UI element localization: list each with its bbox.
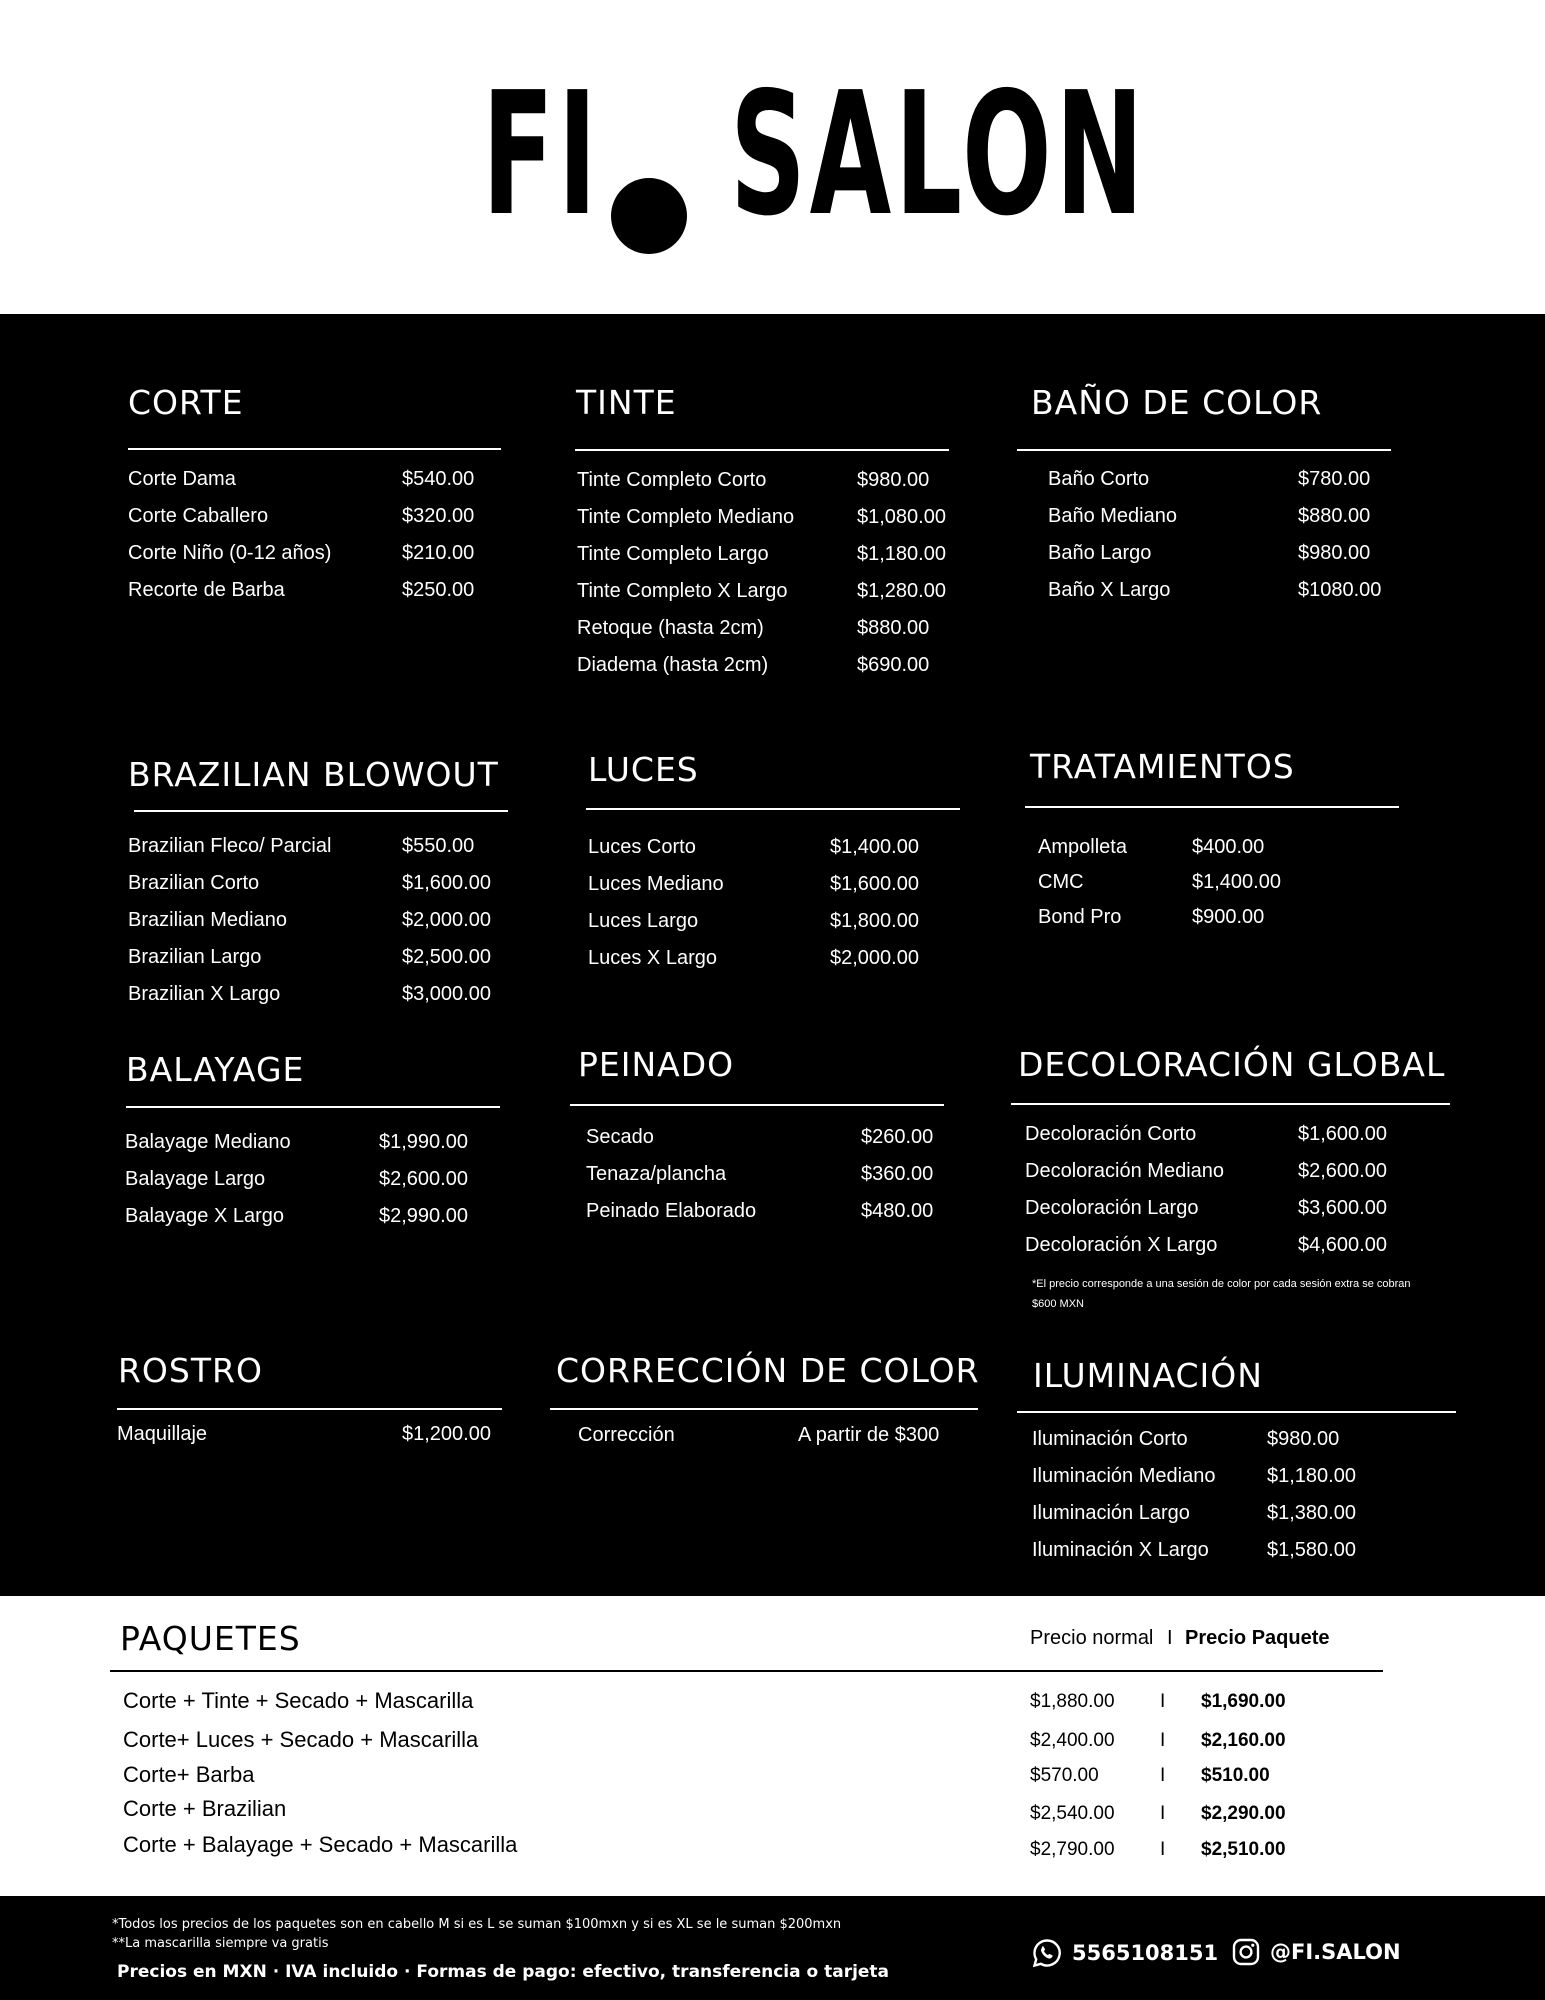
item-name: Decoloración Largo [1025,1197,1199,1219]
package-normal-price: $2,790.00 [1030,1839,1115,1860]
section-divider [1017,449,1391,451]
table-row [0,1834,1545,1860]
package-normal-price: $570.00 [1030,1765,1099,1786]
item-name: Luces Largo [588,910,699,932]
package-price: $2,160.00 [1201,1730,1286,1751]
item-price: $1,800.00 [830,910,919,932]
section-title: CORRECCIÓN DE COLOR [556,1351,980,1390]
column-separator: I [1167,1627,1173,1649]
header [0,0,1545,314]
logo-text-left: FI [482,56,601,254]
section-bano-de-color [1031,383,1323,422]
item-name: Iluminación Largo [1032,1502,1190,1524]
item-price: $980.00 [1298,542,1371,564]
item-name: Corte Dama [128,468,236,490]
footer [0,1896,1545,2000]
item-price: $2,990.00 [379,1205,468,1227]
section-iluminacion [1033,1356,1263,1395]
instagram-handle: @FI.SALON [1270,1940,1401,1964]
item-price: $4,600.00 [1298,1234,1387,1256]
item-name: Peinado Elaborado [586,1200,757,1222]
section-divider [1017,1411,1456,1413]
item-name: Brazilian Mediano [128,909,287,931]
item-price: $2,600.00 [379,1168,468,1190]
section-decoloracion-global [1018,1045,1446,1084]
section-title: BRAZILIAN BLOWOUT [128,755,499,794]
section-title: TRATAMIENTOS [1030,747,1295,786]
section-title: ILUMINACIÓN [1033,1356,1263,1395]
item-price: $2,500.00 [402,946,491,968]
packages-title: PAQUETES [120,1619,301,1658]
package-normal-price: $2,540.00 [1030,1803,1115,1824]
logo-dot [611,178,687,254]
item-price: $260.00 [861,1126,934,1148]
item-name: Luces X Largo [588,947,717,969]
item-price: $1,580.00 [1267,1539,1356,1561]
item-price: $1,180.00 [1267,1465,1356,1487]
package-name: Corte + Tinte + Secado + Mascarilla [123,1688,474,1713]
item-price: $540.00 [402,468,475,490]
package-name: Corte+ Barba [123,1762,255,1787]
section-correccion-de-color [556,1351,980,1390]
item-price: $690.00 [857,654,930,676]
item-price: $1,600.00 [402,872,491,894]
price-separator: I [1160,1765,1166,1786]
item-price: $360.00 [861,1163,934,1185]
table-row [0,1690,1545,1716]
item-name: Recorte de Barba [128,579,285,601]
logo-text-right: SALON [730,56,1148,254]
phone-number: 5565108151 [1072,1941,1219,1965]
item-price: $980.00 [1267,1428,1340,1450]
item-name: Iluminación X Largo [1032,1539,1209,1561]
package-name: Corte + Balayage + Secado + Mascarilla [123,1832,518,1857]
item-name: Tinte Completo Mediano [577,506,795,528]
section-divider [550,1408,978,1410]
column-header-package-price: Precio Paquete [1185,1627,1330,1649]
item-price: $1,380.00 [1267,1502,1356,1524]
item-name: Balayage X Largo [125,1205,285,1227]
section-title: LUCES [588,750,699,789]
item-price: $320.00 [402,505,475,527]
footer-note-packages: *Todos los precios de los paquetes son en cabello M si es L se suman $100mxn y si es XL se le suman $200mxn [112,1917,842,1932]
item-name: Corte Niño (0-12 años) [128,542,332,564]
item-name: Ampolleta [1038,836,1127,858]
item-price: $1,400.00 [1192,871,1281,893]
item-price: $400.00 [1192,836,1265,858]
package-normal-price: $2,400.00 [1030,1730,1115,1751]
section-divider [117,1408,502,1410]
item-price: $1,280.00 [857,580,946,602]
item-name: Iluminación Mediano [1032,1465,1216,1487]
price-separator: I [1160,1839,1166,1860]
price-separator: I [1160,1730,1166,1751]
section-divider [1025,806,1399,808]
whatsapp-icon [1032,1938,1062,1968]
item-price: $1080.00 [1298,579,1382,601]
item-name: Tinte Completo Corto [577,469,767,491]
footer-note-mascarilla: **La mascarilla siempre va gratis [112,1936,329,1951]
item-price: $1,180.00 [857,543,946,565]
section-tratamientos [1030,747,1295,786]
item-name: Baño Corto [1048,468,1150,490]
package-normal-price: $1,880.00 [1030,1691,1115,1712]
item-name: Brazilian Corto [128,872,260,894]
item-name: Secado [586,1126,654,1148]
section-divider [1011,1103,1450,1105]
item-name: Brazilian Fleco/ Parcial [128,835,332,857]
section-title: ROSTRO [118,1351,263,1390]
price-menu [0,314,1545,1596]
section-divider [575,449,949,451]
item-name: Tinte Completo Largo [577,543,769,565]
item-name: Brazilian Largo [128,946,262,968]
section-tinte [576,383,677,422]
item-price: $900.00 [1192,906,1265,928]
item-name: Balayage Largo [125,1168,266,1190]
item-name: Decoloración Corto [1025,1123,1197,1145]
package-name: Corte+ Luces + Secado + Mascarilla [123,1727,479,1752]
price-separator: I [1160,1803,1166,1824]
item-name: Iluminación Corto [1032,1428,1188,1450]
packages-section [0,1596,1545,1896]
item-price: $880.00 [857,617,930,639]
item-name: Diadema (hasta 2cm) [577,654,769,676]
section-balayage [126,1050,305,1089]
item-name: Decoloración Mediano [1025,1160,1225,1182]
price-separator: I [1160,1691,1166,1712]
item-price: $550.00 [402,835,475,857]
item-price: $2,600.00 [1298,1160,1387,1182]
table-row [0,1729,1545,1755]
item-name: Corrección [578,1424,675,1446]
package-name: Corte + Brazilian [123,1796,287,1821]
item-name: Maquillaje [117,1423,208,1445]
item-name: CMC [1038,871,1084,893]
item-name: Decoloración X Largo [1025,1234,1218,1256]
decoloracion-note: *El precio corresponde a una sesión de color por cada sesión extra se cobran $600 MXN [1032,1278,1411,1310]
item-price: $1,080.00 [857,506,946,528]
item-price: $480.00 [861,1200,934,1222]
item-name: Balayage Mediano [125,1131,291,1153]
section-divider [134,810,508,812]
section-title: BAÑO DE COLOR [1031,383,1323,422]
item-name: Corte Caballero [128,505,269,527]
item-name: Bond Pro [1038,906,1122,928]
item-name: Brazilian X Largo [128,983,281,1005]
packages-divider [110,1670,1383,1672]
item-price: $1,990.00 [379,1131,468,1153]
column-header-normal-price: Precio normal [1030,1627,1154,1649]
instagram-icon [1232,1938,1260,1966]
section-peinado [578,1045,735,1084]
section-divider [570,1104,944,1106]
item-price: $250.00 [402,579,475,601]
item-price: $2,000.00 [402,909,491,931]
package-price: $1,690.00 [1201,1691,1286,1712]
section-divider [586,808,960,810]
package-price: $2,510.00 [1201,1839,1286,1860]
section-title: CORTE [128,383,244,422]
item-name: Luces Corto [588,836,696,858]
package-price: $2,290.00 [1201,1803,1286,1824]
item-name: Luces Mediano [588,873,724,895]
item-name: Tinte Completo X Largo [577,580,788,602]
section-divider [128,448,501,450]
section-divider [126,1106,500,1108]
item-name: Tenaza/plancha [586,1163,727,1185]
section-title: DECOLORACIÓN GLOBAL [1018,1045,1446,1084]
item-price: $2,000.00 [830,947,919,969]
section-rostro [118,1351,263,1390]
item-price: $3,600.00 [1298,1197,1387,1219]
table-row [0,1764,1545,1790]
section-title: PEINADO [578,1045,735,1084]
item-price: $1,400.00 [830,836,919,858]
item-price: A partir de $300 [798,1424,940,1446]
section-corte [128,383,244,422]
section-luces [588,750,699,789]
item-price: $3,000.00 [402,983,491,1005]
item-price: $880.00 [1298,505,1371,527]
package-price: $510.00 [1201,1765,1270,1786]
footer-payment-info: Precios en MXN · IVA incluido · Formas de pago: efectivo, transferencia o tarjeta [117,1962,890,1982]
table-row [0,1798,1545,1824]
section-title: BALAYAGE [126,1050,305,1089]
item-price: $980.00 [857,469,930,491]
item-name: Baño Mediano [1048,505,1177,527]
section-brazilian-blowout [128,755,499,794]
item-name: Retoque (hasta 2cm) [577,617,764,639]
item-price: $1,600.00 [1298,1123,1387,1145]
item-price: $1,600.00 [830,873,919,895]
item-price: $780.00 [1298,468,1371,490]
item-price: $1,200.00 [402,1423,491,1445]
item-name: Baño X Largo [1048,579,1171,601]
whatsapp-contact[interactable] [1032,1938,1218,1968]
item-price: $210.00 [402,542,475,564]
instagram-contact[interactable] [1232,1938,1401,1966]
item-name: Baño Largo [1048,542,1152,564]
section-title: TINTE [576,383,677,422]
